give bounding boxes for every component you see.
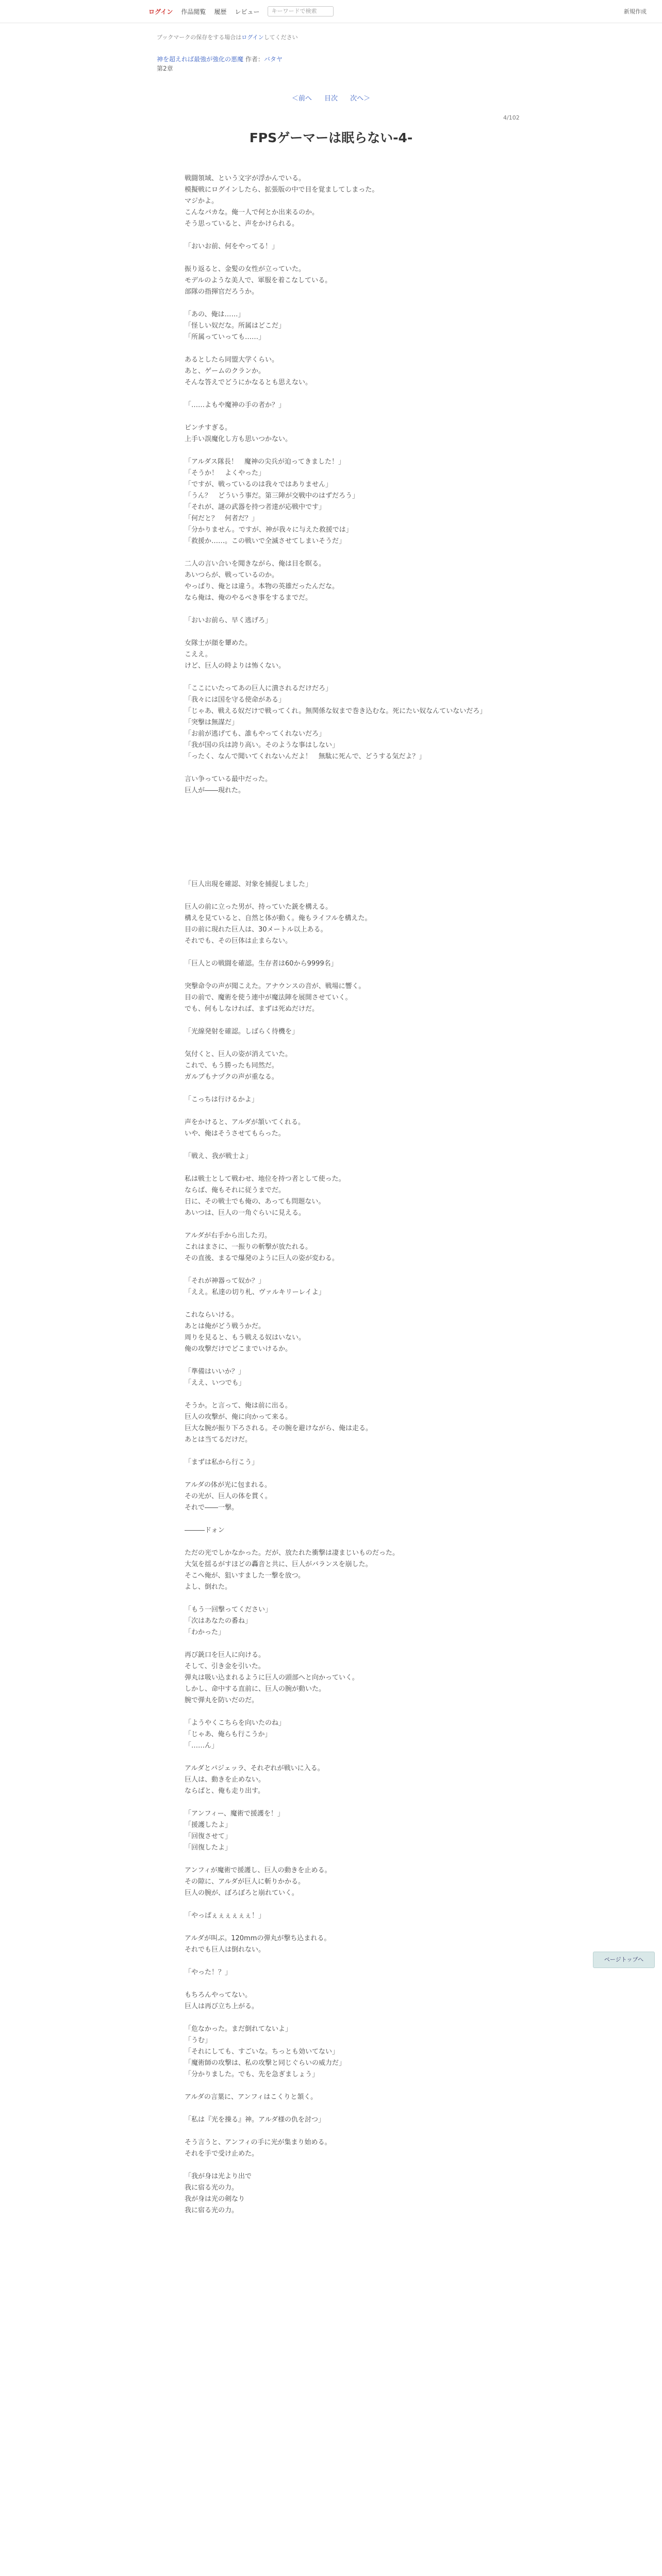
body-paragraph: 「それが神器って奴か？」 [185, 1277, 266, 1285]
blank-line [185, 2126, 491, 2137]
body-paragraph: そこへ俺が、狙いすました一撃を放つ。 [185, 1572, 305, 1580]
body-paragraph: 「やっぱぇぇぇぇぇぇ！」 [185, 1912, 266, 1920]
notice-login-link[interactable]: ログイン [241, 34, 264, 41]
blank-line [185, 1389, 491, 1400]
notice-suffix: してください [263, 34, 298, 41]
body-paragraph: 「何だと？ 何者だ？」 [185, 515, 259, 522]
body-paragraph: ―――ドォン [185, 1527, 225, 1534]
top-nav [148, 6, 334, 16]
page-number: 4/102 [503, 114, 520, 121]
next-link[interactable]: 次へ＞ [350, 95, 371, 103]
body-paragraph: 我に宿る光の力。 [185, 2184, 239, 2192]
body-paragraph: 「次はあなたの番ね」 [185, 1617, 252, 1625]
body-paragraph: あと、ゲームのクランか。 [185, 367, 266, 375]
body-paragraph: 「うむ」 [185, 2037, 212, 2044]
body-paragraph: 上手い誤魔化し方も思いつかない。 [185, 435, 292, 443]
body-paragraph: 「じゃあ、俺らも行こうか」 [185, 1731, 272, 1738]
body-paragraph: 部隊の指揮官だろうか。 [185, 288, 259, 296]
blank-line [185, 1162, 491, 1174]
body-paragraph: 「うん？ どういう事だ。第三陣が交戦中のはずだろう」 [185, 492, 359, 500]
body-paragraph: 「準備はいいか？」 [185, 1368, 245, 1376]
body-paragraph: 弾丸は吸い込まれるように巨人の頭部へと向かっていく。 [185, 1674, 359, 1682]
body-paragraph: 目の前に現れた巨人は、30メートル以上ある。 [185, 926, 327, 934]
body-paragraph: そう思っていると、声をかけられる。 [185, 220, 299, 228]
body-paragraph: その光が、巨人の体を貫く。 [185, 1493, 272, 1500]
work-title-link[interactable]: 神を超えれば最強が強化の悪魔 [157, 56, 244, 63]
body-paragraph: 「それにしても、すごいな。ちっとも効いてない」 [185, 2048, 339, 2056]
blank-line [185, 890, 491, 902]
notice-prefix: ブックマークの保存をする場合は [157, 34, 242, 41]
body-paragraph: 俺の攻撃だけでどこまでいけるか。 [185, 1345, 292, 1353]
body-paragraph: 「巨人との戦闘を確認。生存者は60から9999名」 [185, 960, 338, 968]
body-paragraph: その隙に、アルダが巨人に斬りかかる。 [185, 1878, 305, 1886]
body-paragraph: 巨人が――現れた。 [185, 787, 245, 794]
blank-line [185, 1638, 491, 1650]
body-paragraph: いや、俺はそうさせてもらった。 [185, 1130, 285, 1138]
toc-link[interactable]: 目次 [324, 95, 338, 103]
body-paragraph: 「私は『光を操る』神。アルダ様の仇を討つ」 [185, 2116, 325, 2124]
body-paragraph: 大気を揺るがすほどの轟音と共に、巨人がバランスを崩した。 [185, 1561, 372, 1568]
body-paragraph: 「回復させて」 [185, 1833, 232, 1840]
body-paragraph: 「アンフィー、魔術で援護を！」 [185, 1810, 284, 1818]
body-paragraph: 「光線発射を確認。しばらく待機を」 [185, 1028, 299, 1036]
body-paragraph: 突撃命令の声が聞こえた。アナウンスの音が、戦場に響く。 [185, 982, 366, 990]
author-link[interactable]: バタヤ [263, 56, 283, 63]
body-paragraph: 「分かりました。でも、先を急ぎましょう」 [185, 2071, 319, 2078]
body-paragraph: 「巨人出現を確認、対象を捕捉しました」 [185, 880, 312, 888]
body-paragraph: 「ええ。私達の切り札、ヴァルキリーレイよ」 [185, 1289, 325, 1296]
blank-line [185, 2012, 491, 2024]
body-paragraph: それを手で受け止めた。 [185, 2150, 259, 2158]
body-paragraph: 「もう一回撃ってください」 [185, 1606, 272, 1614]
blank-line [185, 1706, 491, 1718]
body-paragraph: これならいける。 [185, 1311, 239, 1319]
body-paragraph: 「我々には国を守る使命がある」 [185, 696, 286, 704]
body-paragraph: 「じゃあ、戦える奴だけで戦ってくれ。無関係な奴まで巻き込むな。死にたい奴なんていないだろ」 [185, 707, 487, 715]
body-paragraph: 巨人は、動きを止めない。 [185, 1776, 266, 1784]
body-paragraph: 「……ん」 [185, 1742, 219, 1750]
body-paragraph: 巨人の攻撃が、俺に向かって来る。 [185, 1413, 292, 1421]
body-paragraph: そう言うと、アンフィの手に光が集まり始める。 [185, 2139, 332, 2146]
new-post-link[interactable]: 新規作成 [624, 8, 647, 15]
body-paragraph: そうか。と言って、俺は前に出る。 [185, 1402, 292, 1410]
body-paragraph: あいつらが、戦っているのか。 [185, 571, 279, 579]
blank-line [185, 1536, 491, 1548]
blank-line [185, 230, 491, 241]
body-paragraph: ならば、俺もそれに従うまでだ。 [185, 1187, 286, 1194]
body-paragraph: あいつは、巨人の一角ぐらいに見える。 [185, 1209, 306, 1217]
blank-line [185, 1140, 491, 1151]
blank-line [185, 1468, 491, 1480]
body-paragraph: 巨大な腕が振り下ろされる。その腕を避けながら、俺は走る。 [185, 1425, 373, 1432]
body-paragraph: アルダの体が光に包まれる。 [185, 1481, 271, 1489]
body-paragraph: そんな答えでどうにかなるとも思えない。 [185, 379, 312, 386]
body-paragraph: アンフィが魔術で援護し、巨人の動きを止める。 [185, 1867, 332, 1874]
blank-line [185, 388, 491, 400]
blank-line [185, 252, 491, 264]
body-paragraph: 「お前が逃げても、誰もやってくれないだろ」 [185, 730, 326, 738]
body-paragraph: 「おいお前、何をやってる！」 [185, 243, 279, 250]
body-paragraph: 「魔術師の攻撃は、私の攻撃と同じぐらいの威力だ」 [185, 2059, 346, 2067]
login-notice [157, 33, 298, 41]
body-paragraph: 気付くと、巨人の姿が消えていた。 [185, 1050, 292, 1058]
body-paragraph: 我が身は光の剣なり [185, 2195, 245, 2203]
body-paragraph: でも、何もしなければ、まずは死ぬだけだ。 [185, 1005, 319, 1013]
body-paragraph: 日に、その戦士でも俺の、あっても問題ない。 [185, 1198, 325, 1206]
body-paragraph: 戦闘領域、という文字が浮かんでいる。 [185, 175, 306, 182]
body-paragraph: それでも巨人は倒れない。 [185, 1946, 266, 1954]
body-paragraph: 「ですが、戦っているのは我々ではありません」 [185, 481, 333, 488]
body-paragraph: やっぱり、俺とは違う。本物の英雄だったんだな。 [185, 583, 339, 590]
body-paragraph: 巨人の前に立った男が、持っていた銃を構える。 [185, 903, 333, 911]
blank-line [185, 1355, 491, 1366]
body-paragraph: 「わかった」 [185, 1629, 225, 1636]
blank-line [185, 445, 491, 456]
nav-browse[interactable]: 作品閲覧 [181, 8, 206, 15]
body-paragraph: 「おいお前ら、早く逃げろ」 [185, 617, 272, 624]
body-paragraph: 模擬戦にログインしたら、拡張版の中で目を覚ましてしまった。 [185, 186, 379, 194]
body-paragraph: 「我が国の兵は誇り高い。そのような事はしない」 [185, 741, 339, 749]
body-paragraph: 「所属っていっても……」 [185, 333, 266, 341]
blank-line [185, 1106, 491, 1117]
body-paragraph: 腕で弾丸を防いだのだ。 [185, 1697, 259, 1704]
body-paragraph: 二人の言い合いを聞きながら、俺は目を瞑る。 [185, 560, 326, 568]
body-paragraph: それで――一撃。 [185, 1504, 239, 1512]
nav-review[interactable]: レビュー [235, 8, 260, 15]
body-paragraph: 「救援か……。この戦いで全滅させてしまいそうだ」 [185, 537, 346, 545]
blank-line [185, 1264, 491, 1276]
body-paragraph: 我に宿る光の力。 [185, 2207, 239, 2214]
breadcrumb [157, 55, 283, 73]
body-paragraph: アルダとパジェッラ、それぞれが戦いに入る。 [185, 1765, 324, 1772]
body-paragraph: 言い争っている最中だった。 [185, 775, 272, 783]
body-paragraph: 巨人は再び立ち上がる。 [185, 2003, 259, 2010]
blank-line [185, 1514, 491, 1525]
body-paragraph: その直後、まるで爆発のように巨人の姿が変わる。 [185, 1255, 339, 1262]
nav-history[interactable]: 履歴 [214, 8, 227, 15]
pager-top [0, 93, 662, 103]
body-paragraph: アルダが叫ぶ。120mmの弾丸が撃ち込まれる。 [185, 1935, 331, 1942]
body-paragraph: こええ。 [185, 651, 212, 658]
body-paragraph: しかし、命中する直前に、巨人の腕が動いた。 [185, 1685, 326, 1693]
body-paragraph: 「アルダス隊長！ 魔神の尖兵が迫ってきました！」 [185, 458, 345, 466]
body-paragraph: 「ここにいたってあの巨人に潰されるだけだろ」 [185, 685, 333, 692]
body-paragraph: 「突撃は無謀だ」 [185, 719, 239, 726]
blank-line [185, 1752, 491, 1763]
body-paragraph: アルダの言葉に、アンフィはこくりと頷く。 [185, 2093, 318, 2101]
body-paragraph: 女隊士が顔を顰めた。 [185, 639, 252, 647]
body-paragraph: 構えを見ていると、自然と体が動く。俺もライフルを構えた。 [185, 914, 372, 922]
body-paragraph: 「こっちは行けるかよ」 [185, 1096, 258, 1104]
body-paragraph: 巨人の腕が、ぼろぼろと崩れていく。 [185, 1889, 299, 1897]
body-paragraph: あるとしたら同盟大学くらい。 [185, 356, 279, 364]
blank-line [185, 1083, 491, 1094]
body-paragraph: モデルのような美人で、軍服を着こなしている。 [185, 277, 332, 284]
blank-line [185, 1899, 491, 1910]
body-paragraph: マジかよ。 [185, 197, 219, 205]
page-top-button[interactable]: ページトップへ [593, 1952, 655, 1968]
body-paragraph: 「回復したよ」 [185, 1844, 232, 1852]
novel-body [185, 173, 491, 2216]
blank-line [185, 411, 491, 422]
blank-line [185, 626, 491, 638]
body-paragraph: それでも、その巨体は止まらない。 [185, 937, 292, 945]
blank-line [185, 1038, 491, 1049]
body-paragraph: 周りを見ると、もう戦える奴はいない。 [185, 1334, 306, 1342]
body-paragraph: 私は戦士として戦わせ、地位を持つ者として使った。 [185, 1175, 345, 1183]
blank-line [185, 672, 491, 683]
body-paragraph: あとは当てるだけだ。 [185, 1436, 252, 1444]
body-paragraph: 「……よもや魔神の手の者か？」 [185, 401, 286, 409]
body-paragraph: 「ったく、なんで聞いてくれないんだよ！ 無駄に死んで、どうする気だよ？」 [185, 753, 426, 760]
body-paragraph: これはまさに、一振りの斬撃が放たれる。 [185, 1243, 312, 1251]
blank-line [185, 343, 491, 354]
login-link[interactable]: ログイン [148, 8, 173, 15]
body-paragraph: 目の前で、魔術を使う連中が魔法陣を展開させていく。 [185, 994, 352, 1002]
prev-link[interactable]: ＜前へ [291, 95, 312, 103]
blank-line [185, 604, 491, 615]
body-paragraph: これで、もう勝ったも同然だ。 [185, 1062, 278, 1070]
body-paragraph: 「まずは私から行こう」 [185, 1459, 259, 1466]
blank-line [185, 1922, 491, 1933]
search-input[interactable]: キーワードで検索 [268, 6, 334, 16]
body-paragraph: 「ええ、いつでも」 [185, 1379, 245, 1387]
blank-line [185, 298, 491, 309]
body-paragraph: よし、倒れた。 [185, 1583, 232, 1591]
blank-line [185, 1593, 491, 1604]
body-paragraph: 「我が身は光より出で [185, 2173, 252, 2180]
body-paragraph: ガルブもナヅクの声が重なる。 [185, 1073, 278, 1081]
body-paragraph: 「援護したよ」 [185, 1821, 232, 1829]
body-paragraph: ただの光でしかなかった。だが、放たれた衝撃は凄まじいものだった。 [185, 1549, 400, 1557]
scene-break [185, 796, 491, 879]
blank-line [185, 547, 491, 558]
blank-line [185, 947, 491, 958]
body-paragraph: 「怪しい奴だな。所属はどこだ」 [185, 322, 286, 330]
body-paragraph: ピンチすぎる。 [185, 424, 232, 432]
blank-line [185, 762, 491, 774]
body-paragraph: 「ようやくこちらを向いたのね」 [185, 1719, 286, 1727]
blank-line [185, 1797, 491, 1808]
body-paragraph: こんなバカな。俺一人で何とか出来るのか。 [185, 209, 319, 216]
top-bar [0, 0, 662, 23]
blank-line [185, 2103, 491, 2114]
blank-line [185, 1446, 491, 1457]
blank-line [185, 1854, 491, 1865]
body-paragraph: 「それが、謎の武器を持つ者達が応戦中です」 [185, 503, 326, 511]
body-paragraph: 「分かりません。ですが、神が我々に与えた救援では」 [185, 526, 353, 534]
blank-line [185, 1956, 491, 1967]
body-paragraph: 「戦え、我が戦士よ」 [185, 1153, 252, 1160]
body-paragraph: 「危なかった。まだ倒れてないよ」 [185, 2025, 292, 2033]
body-paragraph: 振り返ると、金髪の女性が立っていた。 [185, 265, 306, 273]
body-paragraph: アルダが右手から出した刃。 [185, 1232, 271, 1240]
blank-line [185, 1978, 491, 1990]
blank-line [185, 1015, 491, 1026]
blank-line [185, 2080, 491, 2092]
blank-line [185, 2160, 491, 2171]
body-paragraph: 「そうか！ よくやった」 [185, 469, 266, 477]
author-label: 作者： [245, 56, 264, 63]
body-paragraph: そして、引き金を引いた。 [185, 1663, 265, 1670]
body-paragraph: けど、巨人の時よりは怖くない。 [185, 662, 286, 670]
body-paragraph: あとは俺がどう戦うかだ。 [185, 1323, 266, 1330]
chapter-label: 第2章 [157, 65, 173, 72]
blank-line [185, 970, 491, 981]
chapter-title: FPSゲーマーは眠らない-4- [249, 130, 413, 145]
blank-line [185, 1219, 491, 1230]
body-paragraph: なら俺は、俺のやるべき事をするまでだ。 [185, 594, 312, 602]
body-paragraph: もちろんやってない。 [185, 1991, 252, 1999]
body-paragraph: 「あの、俺は……」 [185, 311, 245, 318]
blank-line [185, 1298, 491, 1310]
body-paragraph: 声をかけると、アルダが頷いてくれる。 [185, 1118, 305, 1126]
body-paragraph: 再び銃口を巨人に向ける。 [185, 1651, 266, 1659]
body-paragraph: 「やった！？」 [185, 1969, 232, 1976]
body-paragraph: ならばと、俺も走り出す。 [185, 1787, 264, 1795]
